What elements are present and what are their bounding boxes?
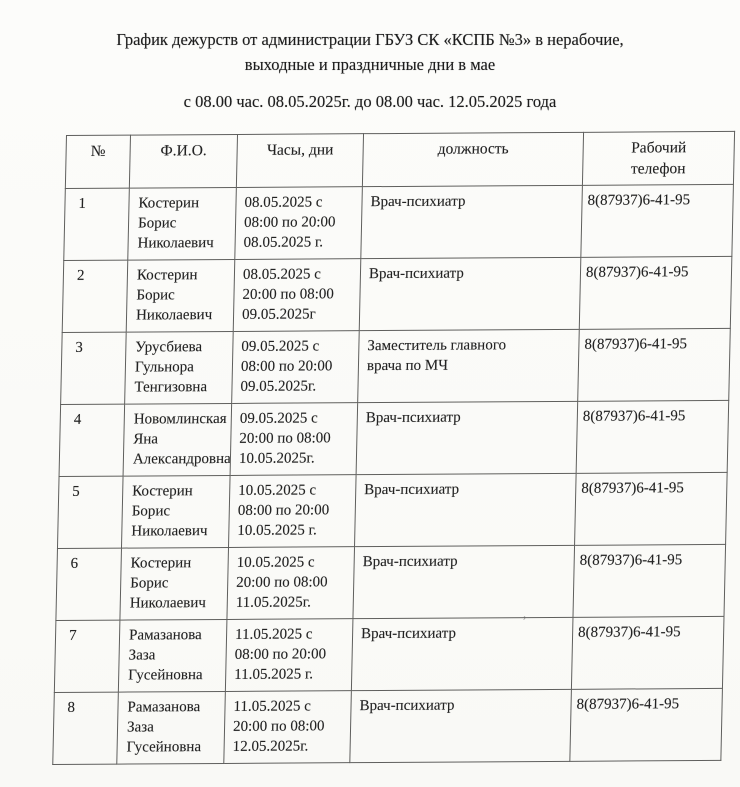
phone-cell: 8(87937)6-41-95 (579, 256, 732, 329)
document-title: График дежурств от администрации ГБУЗ СК «КСПБ №3» в нерабочие, выходные и праздничные дни в мае (116, 30, 624, 74)
phone-cell: 8(87937)6-41-95 (578, 328, 731, 401)
phone-cell: 8(87937)6-41-95 (573, 544, 726, 617)
hours-cell: 08.05.2025 с 20:00 по 08:00 09.05.2025г (233, 258, 361, 331)
name-cell: Урусбиева Гульнора Тенгизовна (125, 331, 234, 404)
row-number-cell: 7 (54, 620, 120, 692)
position-cell: Врач-психиатр (356, 401, 578, 474)
table-row (62, 256, 732, 332)
header-cell-phone: Рабочий телефон (582, 131, 734, 184)
table-row (64, 184, 734, 260)
phone-cell: 8(87937)6-41-95 (571, 616, 724, 689)
header-cell-number: № (65, 135, 130, 188)
hours-cell: 11.05.2025 с 08:00 по 20:00 11.05.2025 г. (225, 618, 353, 691)
table-row (54, 616, 724, 692)
name-cell: Костерин Борис Николаевич (126, 259, 235, 332)
position-cell: Врач-психиатр (355, 473, 577, 546)
phone-cell: 8(87937)6-41-95 (576, 400, 729, 473)
table-row (61, 328, 731, 404)
name-cell: Рамазанова Заза Гусейновна (118, 619, 227, 692)
row-number-cell: 5 (57, 476, 123, 548)
row-number-cell: 2 (62, 260, 128, 332)
hours-cell: 09.05.2025 с 20:00 по 08:00 10.05.2025г. (230, 402, 358, 475)
table-row (53, 688, 723, 764)
row-number-cell: 4 (59, 404, 125, 476)
name-cell: Новомлинская Яна Александровна (123, 403, 232, 476)
table-row (57, 472, 727, 548)
hours-cell: 09.05.2025 с 08:00 по 20:00 09.05.2025г. (232, 330, 360, 403)
hours-cell: 08.05.2025 с 08:00 по 20:00 08.05.2025 г. (235, 186, 363, 259)
hours-cell: 10.05.2025 с 08:00 по 20:00 10.05.2025 г. (229, 474, 357, 547)
table-row (56, 544, 726, 620)
position-cell: Врач-психиатр (350, 689, 572, 762)
row-number-cell: 1 (64, 188, 130, 260)
hours-cell: 10.05.2025 с 20:00 по 08:00 11.05.2025г. (227, 546, 355, 619)
row-number-cell: 8 (53, 692, 119, 764)
position-cell: Врач-психиатр (361, 185, 583, 258)
row-number-cell: 6 (56, 548, 122, 620)
table-row (59, 400, 729, 476)
position-cell: Заместитель главного врача по МЧ (358, 329, 580, 402)
scan-artifact: , (523, 606, 527, 621)
header-cell-hours: Часы, дни (236, 134, 363, 187)
document-period: с 08.00 час. 08.05.2025г. до 08.00 час. 12.05.2025 года (183, 92, 557, 111)
table-header-row (65, 131, 734, 188)
name-cell: Костерин Борис Николаевич (128, 187, 237, 260)
name-cell: Костерин Борис Николаевич (120, 547, 229, 620)
position-cell: Врач-психиатр (351, 617, 573, 690)
phone-cell: 8(87937)6-41-95 (570, 688, 723, 761)
header-cell-position: должность (362, 132, 583, 186)
phone-cell: 8(87937)6-41-95 (575, 472, 728, 545)
position-cell: Врач-психиатр (353, 545, 575, 618)
phone-cell: 8(87937)6-41-95 (581, 184, 734, 257)
name-cell: Костерин Борис Николаевич (121, 475, 230, 548)
row-number-cell: 3 (61, 332, 127, 404)
position-cell: Врач-психиатр (359, 257, 581, 330)
schedule-table (52, 131, 735, 765)
hours-cell: 11.05.2025 с 20:00 по 08:00 12.05.2025г. (224, 690, 352, 763)
name-cell: Рамазанова Заза Гусейновна (117, 691, 226, 764)
header-cell-name: Ф.И.О. (129, 134, 237, 187)
